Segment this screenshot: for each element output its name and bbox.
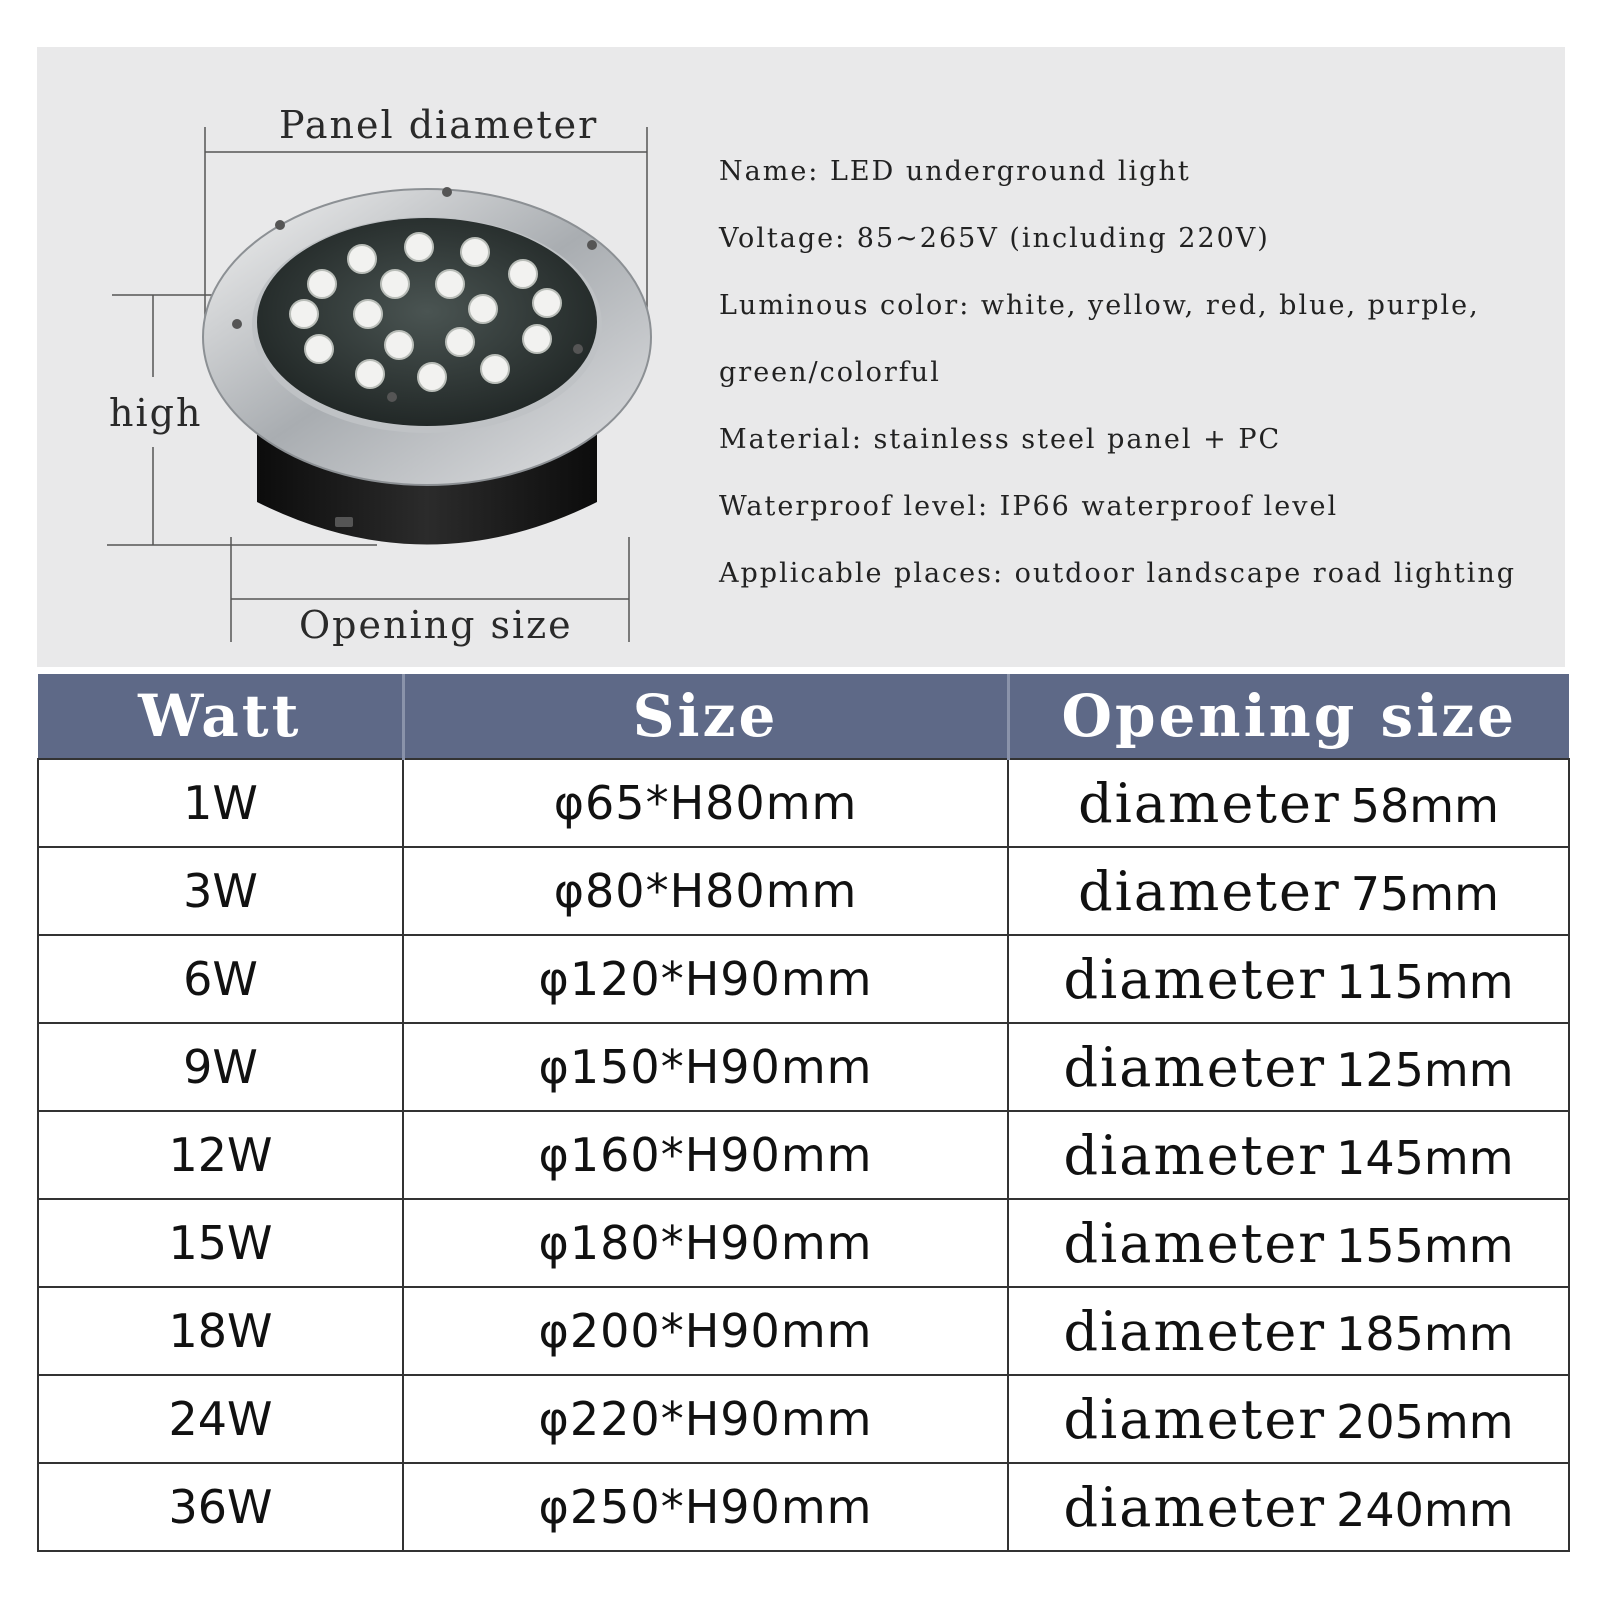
- spec-material: Material: stainless steel panel + PC: [719, 424, 1282, 455]
- size-cell: φ80*H80mm: [403, 847, 1008, 935]
- table-row: [38, 759, 1569, 847]
- opening-value: 185mm: [1336, 1306, 1514, 1361]
- header-size: Size: [403, 674, 1008, 759]
- size-cell: φ160*H90mm: [403, 1111, 1008, 1199]
- opening-value: 115mm: [1336, 954, 1514, 1009]
- size-cell: φ65*H80mm: [403, 759, 1008, 847]
- size-cell: φ200*H90mm: [403, 1287, 1008, 1375]
- diameter-word: diameter: [1063, 947, 1327, 1011]
- diameter-word: diameter: [1063, 1123, 1327, 1187]
- dimension-diagram: [37, 47, 737, 667]
- height-label: high: [109, 391, 203, 435]
- spec-name: Name: LED underground light: [719, 156, 1191, 187]
- watt-cell: 1W: [38, 759, 403, 847]
- table-row: [38, 1463, 1569, 1551]
- opening-value: 75mm: [1350, 866, 1499, 921]
- watt-cell: 12W: [38, 1111, 403, 1199]
- size-table: [37, 674, 1570, 1552]
- opening-cell: [1008, 1111, 1569, 1199]
- watt-cell: 15W: [38, 1199, 403, 1287]
- size-cell: φ120*H90mm: [403, 935, 1008, 1023]
- diameter-word: diameter: [1063, 1475, 1327, 1539]
- watt-cell: 9W: [38, 1023, 403, 1111]
- spec-voltage: Voltage: 85~265V (including 220V): [719, 223, 1270, 254]
- spec-waterproof: Waterproof level: IP66 waterproof level: [719, 491, 1339, 522]
- size-cell: φ150*H90mm: [403, 1023, 1008, 1111]
- watt-cell: 36W: [38, 1463, 403, 1551]
- watt-cell: 24W: [38, 1375, 403, 1463]
- watt-cell: 18W: [38, 1287, 403, 1375]
- diameter-word: diameter: [1063, 1387, 1327, 1451]
- table-row: [38, 1199, 1569, 1287]
- spec-applicable-places: Applicable places: outdoor landscape road lighting: [719, 558, 1517, 589]
- opening-cell: [1008, 1023, 1569, 1111]
- opening-value: 240mm: [1336, 1482, 1514, 1537]
- table-header-row: [38, 674, 1569, 759]
- opening-cell: [1008, 1463, 1569, 1551]
- opening-cell: [1008, 847, 1569, 935]
- header-opening-size: Opening size: [1008, 674, 1569, 759]
- watt-cell: 3W: [38, 847, 403, 935]
- opening-cell: [1008, 1375, 1569, 1463]
- product-info-panel: [37, 47, 1565, 667]
- opening-value: 155mm: [1336, 1218, 1514, 1273]
- opening-value: 58mm: [1350, 778, 1499, 833]
- watt-cell: 6W: [38, 935, 403, 1023]
- spec-luminous-color-cont: green/colorful: [719, 357, 941, 388]
- opening-cell: [1008, 1287, 1569, 1375]
- table-row: [38, 1375, 1569, 1463]
- opening-value: 125mm: [1336, 1042, 1514, 1097]
- size-cell: φ250*H90mm: [403, 1463, 1008, 1551]
- table-row: [38, 1287, 1569, 1375]
- opening-value: 145mm: [1336, 1130, 1514, 1185]
- spec-luminous-color: Luminous color: white, yellow, red, blue, purple,: [719, 290, 1480, 321]
- diameter-word: diameter: [1078, 771, 1341, 835]
- table-row: [38, 1111, 1569, 1199]
- opening-cell: [1008, 759, 1569, 847]
- table-row: [38, 935, 1569, 1023]
- spec-list: [719, 155, 1549, 624]
- diameter-word: diameter: [1078, 859, 1341, 923]
- opening-size-label: Opening size: [299, 603, 573, 647]
- diameter-word: diameter: [1063, 1035, 1327, 1099]
- size-cell: φ220*H90mm: [403, 1375, 1008, 1463]
- opening-value: 205mm: [1336, 1394, 1514, 1449]
- header-watt: Watt: [38, 674, 403, 759]
- diameter-word: diameter: [1063, 1211, 1327, 1275]
- panel-diameter-label: Panel diameter: [279, 103, 599, 147]
- diameter-word: diameter: [1063, 1299, 1327, 1363]
- table-row: [38, 847, 1569, 935]
- table-row: [38, 1023, 1569, 1111]
- opening-cell: [1008, 1199, 1569, 1287]
- opening-cell: [1008, 935, 1569, 1023]
- size-cell: φ180*H90mm: [403, 1199, 1008, 1287]
